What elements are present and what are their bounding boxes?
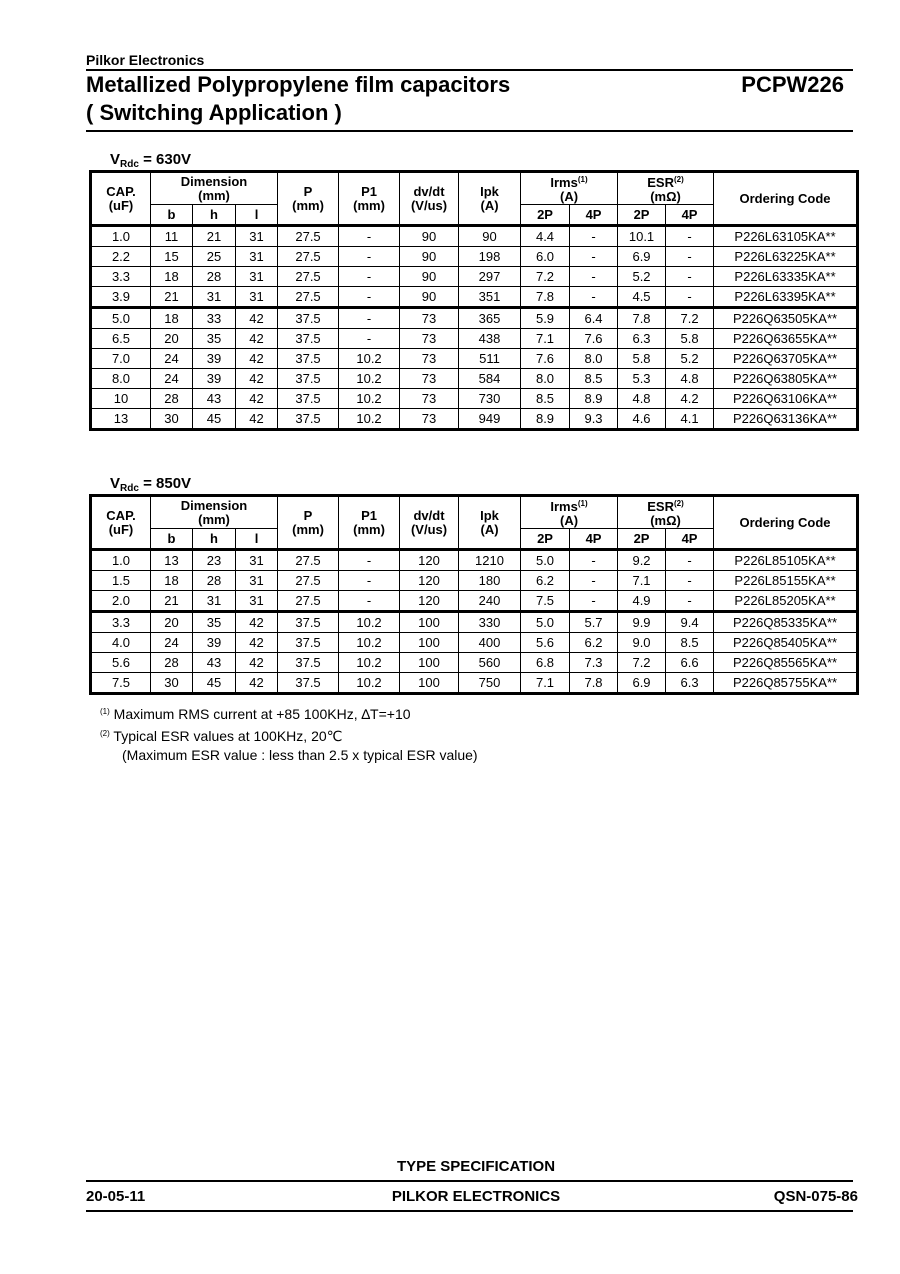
table-cell: 73 — [400, 369, 459, 389]
table-cell: 6.5 — [91, 329, 151, 349]
table-cell: 5.6 — [91, 653, 151, 673]
col-cap: CAP. (uF) — [91, 172, 151, 226]
table-cell: 365 — [459, 308, 521, 329]
table-cell: 5.0 — [521, 550, 570, 571]
table-cell: 15 — [151, 247, 193, 267]
table-cell: 10.2 — [339, 349, 400, 369]
table-cell: - — [666, 550, 714, 571]
footnote-1: $^{(1)}$ Maximum RMS current at +85 100KHz, ∆T=+10 — [100, 706, 411, 722]
table-cell: 4.6 — [618, 409, 666, 430]
spec-table-850v — [89, 494, 859, 695]
table-cell: 511 — [459, 349, 521, 369]
table-cell: 6.8 — [521, 653, 570, 673]
table-cell: 6.4 — [570, 308, 618, 329]
table-cell: - — [339, 550, 400, 571]
table-cell: - — [570, 267, 618, 287]
table-cell: 21 — [193, 226, 236, 247]
col-irms: Irms$^{(1)}$ (A) — [521, 172, 618, 205]
table-cell: P226L85155KA** — [714, 571, 858, 591]
table-cell: 1210 — [459, 550, 521, 571]
col-ipk: Ipk (A) — [459, 496, 521, 550]
footer-doc-number: QSN-075-86 — [773, 1188, 858, 1205]
col-irms: Irms$^{(1)}$ (A) — [521, 496, 618, 529]
table-cell: 120 — [400, 550, 459, 571]
table-cell: 31 — [236, 550, 278, 571]
col-b: b — [151, 529, 193, 550]
table-cell: P226Q63705KA** — [714, 349, 858, 369]
table-cell: 9.2 — [618, 550, 666, 571]
table-cell: 30 — [151, 673, 193, 694]
table-cell: - — [339, 329, 400, 349]
footer-rule-bottom — [86, 1210, 853, 1212]
table-cell: 120 — [400, 591, 459, 612]
table-cell: 42 — [236, 349, 278, 369]
table-cell: 7.6 — [521, 349, 570, 369]
table-cell: 6.2 — [570, 633, 618, 653]
table-cell: 27.5 — [278, 287, 339, 308]
table-cell: 43 — [193, 389, 236, 409]
table-cell: 42 — [236, 329, 278, 349]
table-cell: 7.0 — [91, 349, 151, 369]
table-cell: 30 — [151, 409, 193, 430]
table-cell: 9.4 — [666, 612, 714, 633]
table-cell: - — [666, 287, 714, 308]
table-cell: 24 — [151, 633, 193, 653]
table-cell: 4.8 — [666, 369, 714, 389]
table-cell: - — [339, 591, 400, 612]
table-cell: - — [339, 226, 400, 247]
table-cell: 8.5 — [521, 389, 570, 409]
table-cell: 949 — [459, 409, 521, 430]
table-cell: 1.5 — [91, 571, 151, 591]
table-cell: 9.3 — [570, 409, 618, 430]
table-cell: 37.5 — [278, 349, 339, 369]
table-cell: - — [339, 571, 400, 591]
table-cell: 7.5 — [91, 673, 151, 694]
table-row — [91, 591, 858, 612]
table-cell: 35 — [193, 329, 236, 349]
table-cell: 4.9 — [618, 591, 666, 612]
table-cell: - — [666, 247, 714, 267]
table-row — [91, 389, 858, 409]
table-row — [91, 633, 858, 653]
col-p1: P1 (mm) — [339, 496, 400, 550]
table-cell: 31 — [236, 591, 278, 612]
company-name: Pilkor Electronics — [86, 52, 205, 68]
table-cell: 37.5 — [278, 612, 339, 633]
table-cell: 5.2 — [618, 267, 666, 287]
document-title: Metallized Polypropylene film capacitors — [86, 72, 511, 97]
table-cell: 100 — [400, 633, 459, 653]
col-dimension: Dimension (mm) — [151, 172, 278, 205]
table-cell: 13 — [91, 409, 151, 430]
table-body — [91, 550, 858, 694]
table-cell: 7.8 — [521, 287, 570, 308]
voltage-value: = 850V — [138, 475, 192, 492]
table-cell: - — [570, 287, 618, 308]
col-ordering-code: Ordering Code — [714, 172, 858, 226]
table-cell: - — [570, 247, 618, 267]
table-cell: 9.9 — [618, 612, 666, 633]
table-cell: 730 — [459, 389, 521, 409]
table-cell: 27.5 — [278, 571, 339, 591]
table-cell: 180 — [459, 571, 521, 591]
col-ipk: Ipk (A) — [459, 172, 521, 226]
voltage-label-850 — [110, 475, 191, 494]
table-cell: - — [666, 591, 714, 612]
col-p1: P1 (mm) — [339, 172, 400, 226]
table-cell: 100 — [400, 653, 459, 673]
table-row — [91, 550, 858, 571]
table-cell: 4.0 — [91, 633, 151, 653]
table-cell: P226L63105KA** — [714, 226, 858, 247]
table-cell: 42 — [236, 308, 278, 329]
col-dimension: Dimension (mm) — [151, 496, 278, 529]
footnote-2: $^{(2)}$ Typical ESR values at 100KHz, 20℃ — [100, 728, 343, 744]
table-cell: 5.8 — [666, 329, 714, 349]
table-cell: 8.9 — [570, 389, 618, 409]
table-cell: 27.5 — [278, 591, 339, 612]
table-cell: 8.0 — [570, 349, 618, 369]
table-row — [91, 308, 858, 329]
table-cell: 4.8 — [618, 389, 666, 409]
table-cell: 3.3 — [91, 267, 151, 287]
table-cell: P226Q85405KA** — [714, 633, 858, 653]
footer-company: PILKOR ELECTRONICS — [391, 1188, 561, 1205]
table-cell: P226L63335KA** — [714, 267, 858, 287]
col-esr-4p: 4P — [666, 205, 714, 226]
table-cell: 7.8 — [618, 308, 666, 329]
col-irms-2p: 2P — [521, 529, 570, 550]
table-cell: P226Q85755KA** — [714, 673, 858, 694]
table-cell: 11 — [151, 226, 193, 247]
table-cell: 8.5 — [570, 369, 618, 389]
col-p: P (mm) — [278, 496, 339, 550]
table-cell: 10 — [91, 389, 151, 409]
footer-rule-top — [86, 1180, 853, 1182]
table-cell: - — [339, 267, 400, 287]
table-cell: 37.5 — [278, 329, 339, 349]
table-cell: 43 — [193, 653, 236, 673]
footer-date: 20-05-11 — [86, 1188, 146, 1205]
table-cell: 3.3 — [91, 612, 151, 633]
spec-table-630v — [89, 170, 859, 431]
table-cell: 7.6 — [570, 329, 618, 349]
document-subtitle: ( Switching Application ) — [86, 100, 342, 125]
table-cell: 4.5 — [618, 287, 666, 308]
table-cell: - — [570, 571, 618, 591]
table-cell: - — [666, 571, 714, 591]
table-cell: 73 — [400, 329, 459, 349]
table-cell: 297 — [459, 267, 521, 287]
table-cell: 24 — [151, 369, 193, 389]
col-b: b — [151, 205, 193, 226]
table-cell: 31 — [193, 591, 236, 612]
table-cell: 28 — [193, 267, 236, 287]
table-cell: 28 — [151, 653, 193, 673]
table-cell: 90 — [400, 226, 459, 247]
col-esr-2p: 2P — [618, 205, 666, 226]
col-dvdt: dv/dt (V/us) — [400, 172, 459, 226]
table-cell: 4.1 — [666, 409, 714, 430]
table-cell: P226L85105KA** — [714, 550, 858, 571]
table-cell: 5.3 — [618, 369, 666, 389]
col-cap: CAP. (uF) — [91, 496, 151, 550]
table-cell: 42 — [236, 389, 278, 409]
table-cell: 10.2 — [339, 369, 400, 389]
table-cell: 10.2 — [339, 612, 400, 633]
table-row — [91, 329, 858, 349]
table-cell: - — [570, 550, 618, 571]
table-cell: 37.5 — [278, 369, 339, 389]
table-cell: 31 — [193, 287, 236, 308]
col-h: h — [193, 205, 236, 226]
table-cell: P226L63225KA** — [714, 247, 858, 267]
table-cell: 39 — [193, 369, 236, 389]
voltage-prefix: V — [110, 151, 121, 168]
table-cell: P226Q63106KA** — [714, 389, 858, 409]
table-cell: 4.4 — [521, 226, 570, 247]
table-cell: 31 — [236, 571, 278, 591]
col-irms-2p: 2P — [521, 205, 570, 226]
table-cell: 28 — [151, 389, 193, 409]
table-cell: 7.1 — [521, 329, 570, 349]
table-cell: 42 — [236, 653, 278, 673]
voltage-value: = 630V — [138, 151, 192, 168]
table-cell: 10.2 — [339, 409, 400, 430]
table-cell: 21 — [151, 591, 193, 612]
table-cell: 37.5 — [278, 653, 339, 673]
table-cell: 7.1 — [521, 673, 570, 694]
table-cell: 7.2 — [618, 653, 666, 673]
table-cell: 7.5 — [521, 591, 570, 612]
table-cell: 37.5 — [278, 308, 339, 329]
table-cell: 31 — [236, 267, 278, 287]
table-cell: 7.3 — [570, 653, 618, 673]
table-cell: 42 — [236, 369, 278, 389]
table-row — [91, 612, 858, 633]
table-cell: 5.0 — [521, 612, 570, 633]
table-cell: 240 — [459, 591, 521, 612]
voltage-prefix: V — [110, 475, 121, 492]
table-cell: P226Q63136KA** — [714, 409, 858, 430]
table-cell: 6.2 — [521, 571, 570, 591]
table-cell: 90 — [400, 287, 459, 308]
table-cell: 100 — [400, 612, 459, 633]
table-cell: 2.2 — [91, 247, 151, 267]
table-cell: - — [339, 287, 400, 308]
table-cell: 45 — [193, 673, 236, 694]
table-row — [91, 287, 858, 308]
table-cell: 6.9 — [618, 247, 666, 267]
col-esr-2p: 2P — [618, 529, 666, 550]
table-cell: 7.8 — [570, 673, 618, 694]
table-cell: - — [570, 591, 618, 612]
voltage-label-630 — [110, 151, 191, 170]
table-cell: 37.5 — [278, 633, 339, 653]
table-cell: 6.6 — [666, 653, 714, 673]
table-cell: P226Q85565KA** — [714, 653, 858, 673]
table-cell: 10.2 — [339, 633, 400, 653]
table-cell: 120 — [400, 571, 459, 591]
table-cell: 6.0 — [521, 247, 570, 267]
table-cell: 560 — [459, 653, 521, 673]
table-cell: 2.0 — [91, 591, 151, 612]
table-cell: 584 — [459, 369, 521, 389]
col-irms-4p: 4P — [570, 205, 618, 226]
table-cell: 400 — [459, 633, 521, 653]
table-cell: 24 — [151, 349, 193, 369]
table-cell: 21 — [151, 287, 193, 308]
table-cell: 5.2 — [666, 349, 714, 369]
table-cell: 42 — [236, 409, 278, 430]
table-row — [91, 409, 858, 430]
table-cell: 18 — [151, 571, 193, 591]
table-cell: 73 — [400, 389, 459, 409]
col-ordering-code: Ordering Code — [714, 496, 858, 550]
table-cell: 5.0 — [91, 308, 151, 329]
table-cell: 37.5 — [278, 409, 339, 430]
col-dvdt: dv/dt (V/us) — [400, 496, 459, 550]
table-cell: 31 — [236, 226, 278, 247]
table-cell: 5.6 — [521, 633, 570, 653]
title-rule — [86, 130, 853, 132]
table-cell: 5.7 — [570, 612, 618, 633]
table-cell: 27.5 — [278, 550, 339, 571]
table-cell: 6.9 — [618, 673, 666, 694]
table-cell: 750 — [459, 673, 521, 694]
col-irms-4p: 4P — [570, 529, 618, 550]
footer-type: TYPE SPECIFICATION — [396, 1158, 556, 1175]
footnotes — [100, 702, 478, 765]
table-cell: 5.9 — [521, 308, 570, 329]
table-cell: 39 — [193, 633, 236, 653]
table-cell: 90 — [400, 267, 459, 287]
table-cell: 4.2 — [666, 389, 714, 409]
table-row — [91, 226, 858, 247]
table-cell: 27.5 — [278, 247, 339, 267]
table-cell: 13 — [151, 550, 193, 571]
table-cell: 330 — [459, 612, 521, 633]
table-cell: 31 — [236, 287, 278, 308]
table-cell: 10.2 — [339, 653, 400, 673]
table-cell: 42 — [236, 673, 278, 694]
col-esr: ESR$^{(2)}$ (mΩ) — [618, 172, 714, 205]
table-cell: 5.8 — [618, 349, 666, 369]
table-cell: P226Q63805KA** — [714, 369, 858, 389]
table-cell: 28 — [193, 571, 236, 591]
table-cell: 8.9 — [521, 409, 570, 430]
table-cell: 18 — [151, 308, 193, 329]
table-cell: 7.1 — [618, 571, 666, 591]
table-cell: P226Q85335KA** — [714, 612, 858, 633]
table-cell: 42 — [236, 633, 278, 653]
header-rule — [86, 69, 853, 71]
col-h: h — [193, 529, 236, 550]
col-p: P (mm) — [278, 172, 339, 226]
table-cell: 18 — [151, 267, 193, 287]
table-cell: 35 — [193, 612, 236, 633]
col-l: l — [236, 205, 278, 226]
table-cell: 90 — [459, 226, 521, 247]
table-cell: 3.9 — [91, 287, 151, 308]
table-cell: 42 — [236, 612, 278, 633]
table-cell: 73 — [400, 409, 459, 430]
table-cell: 73 — [400, 349, 459, 369]
part-number: PCPW226 — [741, 72, 844, 97]
table-cell: 9.0 — [618, 633, 666, 653]
table-cell: - — [666, 226, 714, 247]
table-body — [91, 226, 858, 430]
table-cell: 6.3 — [666, 673, 714, 694]
table-cell: 23 — [193, 550, 236, 571]
table-cell: P226Q63655KA** — [714, 329, 858, 349]
table-row — [91, 571, 858, 591]
table-cell: 90 — [400, 247, 459, 267]
table-row — [91, 349, 858, 369]
col-l: l — [236, 529, 278, 550]
table-cell: 25 — [193, 247, 236, 267]
table-row — [91, 267, 858, 287]
table-cell: 10.2 — [339, 673, 400, 694]
table-cell: 8.0 — [91, 369, 151, 389]
table-cell: P226Q63505KA** — [714, 308, 858, 329]
voltage-subscript: Rdc — [120, 159, 139, 170]
table-cell: 1.0 — [91, 550, 151, 571]
table-row — [91, 653, 858, 673]
table-cell: 37.5 — [278, 389, 339, 409]
col-esr-4p: 4P — [666, 529, 714, 550]
table-cell: 33 — [193, 308, 236, 329]
table-cell: 27.5 — [278, 267, 339, 287]
table-cell: 20 — [151, 329, 193, 349]
table-cell: 45 — [193, 409, 236, 430]
table-cell: 1.0 — [91, 226, 151, 247]
table-cell: 7.2 — [521, 267, 570, 287]
table-cell: - — [339, 308, 400, 329]
footnote-2-detail: (Maximum ESR value : less than 2.5 x typical ESR value) — [122, 747, 478, 763]
table-cell: - — [570, 226, 618, 247]
table-cell: P226L63395KA** — [714, 287, 858, 308]
table-cell: 198 — [459, 247, 521, 267]
col-esr: ESR$^{(2)}$ (mΩ) — [618, 496, 714, 529]
table-cell: 8.0 — [521, 369, 570, 389]
table-cell: 20 — [151, 612, 193, 633]
voltage-subscript: Rdc — [120, 483, 139, 494]
table-cell: 7.2 — [666, 308, 714, 329]
table-cell: 10.1 — [618, 226, 666, 247]
table-cell: 100 — [400, 673, 459, 694]
table-cell: 39 — [193, 349, 236, 369]
table-cell: - — [666, 267, 714, 287]
table-row — [91, 369, 858, 389]
table-cell: 73 — [400, 308, 459, 329]
table-row — [91, 673, 858, 694]
table-cell: 6.3 — [618, 329, 666, 349]
table-cell: 438 — [459, 329, 521, 349]
table-cell: 10.2 — [339, 389, 400, 409]
table-cell: 8.5 — [666, 633, 714, 653]
table-cell: P226L85205KA** — [714, 591, 858, 612]
table-cell: 27.5 — [278, 226, 339, 247]
table-cell: 31 — [236, 247, 278, 267]
table-cell: 351 — [459, 287, 521, 308]
table-cell: 37.5 — [278, 673, 339, 694]
table-cell: - — [339, 247, 400, 267]
table-row — [91, 247, 858, 267]
